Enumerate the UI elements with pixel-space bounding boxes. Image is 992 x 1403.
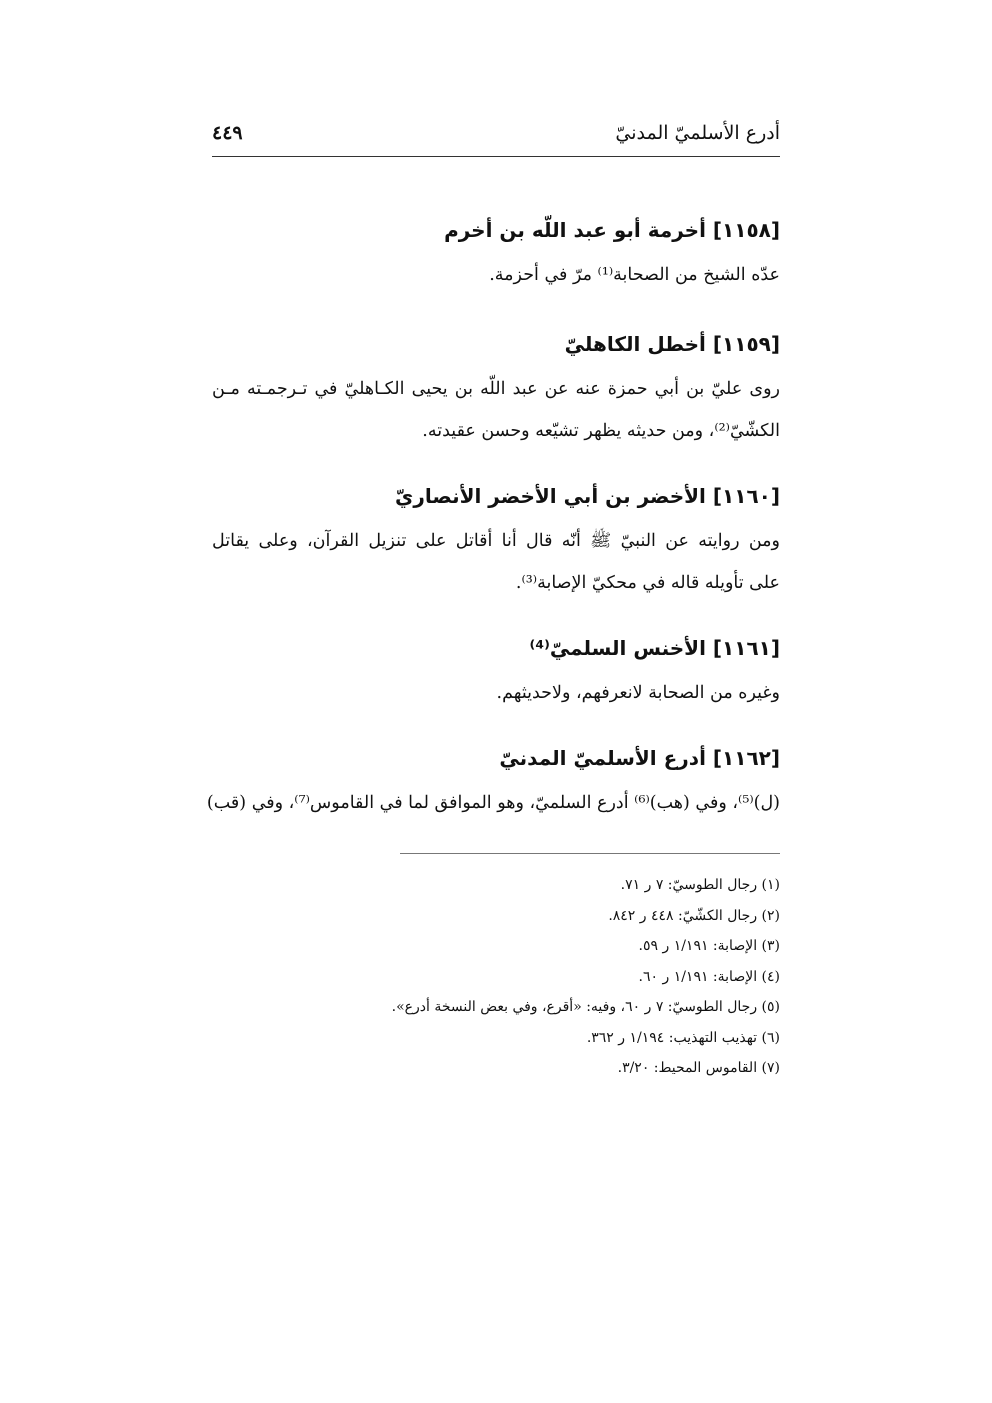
footnote: (١) رجال الطوسيّ: ٧ ر ٧١.: [620, 877, 780, 893]
footnotes: [300, 870, 780, 1084]
footnote: (٢) رجال الكشّيّ: ٤٤٨ ر ٨٤٢.: [608, 907, 780, 924]
entry: [212, 320, 780, 452]
entry-line: الكشّيّ⁽²⁾، ومن حديثه يظهر تشيّعه وحسن عقيدته.: [422, 421, 780, 441]
footnote-separator: [400, 853, 780, 854]
entry-line: وغيره من الصحابة لانعرفهم، ولاحديثهم.: [496, 683, 780, 703]
entry-heading: [١١٦٠] الأخضر بن أبي الأخضر الأنصاريّ: [395, 484, 780, 508]
entry-heading: [١١٥٩] أخطل الكاهليّ: [564, 332, 780, 356]
entry-line: عدّه الشيخ من الصحابة⁽¹⁾ مرّ في أحزمة.: [489, 265, 780, 285]
page-number: ٤٤٩: [212, 122, 243, 144]
entry-heading: [١١٦١] الأخنس السلميّ⁽⁴⁾: [529, 636, 780, 660]
footnote: (٦) تهذيب التهذيب: ١/١٩٤ ر ٣٦٢.: [586, 1029, 780, 1046]
entry: [212, 624, 780, 714]
entry-heading: [١١٦٢] أدرع الأسلميّ المدنيّ: [499, 746, 780, 770]
entry: [206, 734, 780, 824]
footnote: (٤) الإصابة: ١/١٩١ ر ٦٠.: [638, 968, 780, 985]
entry-line: على تأويله قاله في محكيّ الإصابة⁽³⁾.: [515, 573, 780, 593]
footnote: (٣) الإصابة: ١/١٩١ ر ٥٩.: [638, 938, 780, 954]
entry: [212, 206, 780, 296]
entry-heading: [١١٥٨] أخرمة أبو عبد اللّه بن أخرم: [444, 218, 780, 242]
page-header: [212, 118, 780, 157]
main-text: [206, 206, 780, 824]
running-head: أدرع الأسلميّ المدنيّ: [615, 122, 780, 144]
entry: [212, 472, 780, 604]
entry-line: (ل)⁽⁵⁾، وفي (هب)⁽⁶⁾ أدرع السلميّ، وهو الموافق لما في القاموس⁽⁷⁾، وفي (قب): [206, 793, 780, 813]
entry-line: روى عليّ بن أبي حمزة عنه عن عبد اللّه بن يحيى الكـاهليّ في تـرجمـته مـن: [212, 379, 780, 399]
footnote: (٧) القاموس المحيط: ٣/٢٠.: [617, 1060, 780, 1076]
entry-line: ومن روايته عن النبيّ ﷺ أنّه قال أنا أقاتل على تنزيل القرآن، وعلى يقاتل: [212, 531, 780, 551]
footnote: (٥) رجال الطوسيّ: ٧ ر ٦٠، وفيه: «أقرع، وفي بعض النسخة أدرع».: [391, 999, 780, 1015]
